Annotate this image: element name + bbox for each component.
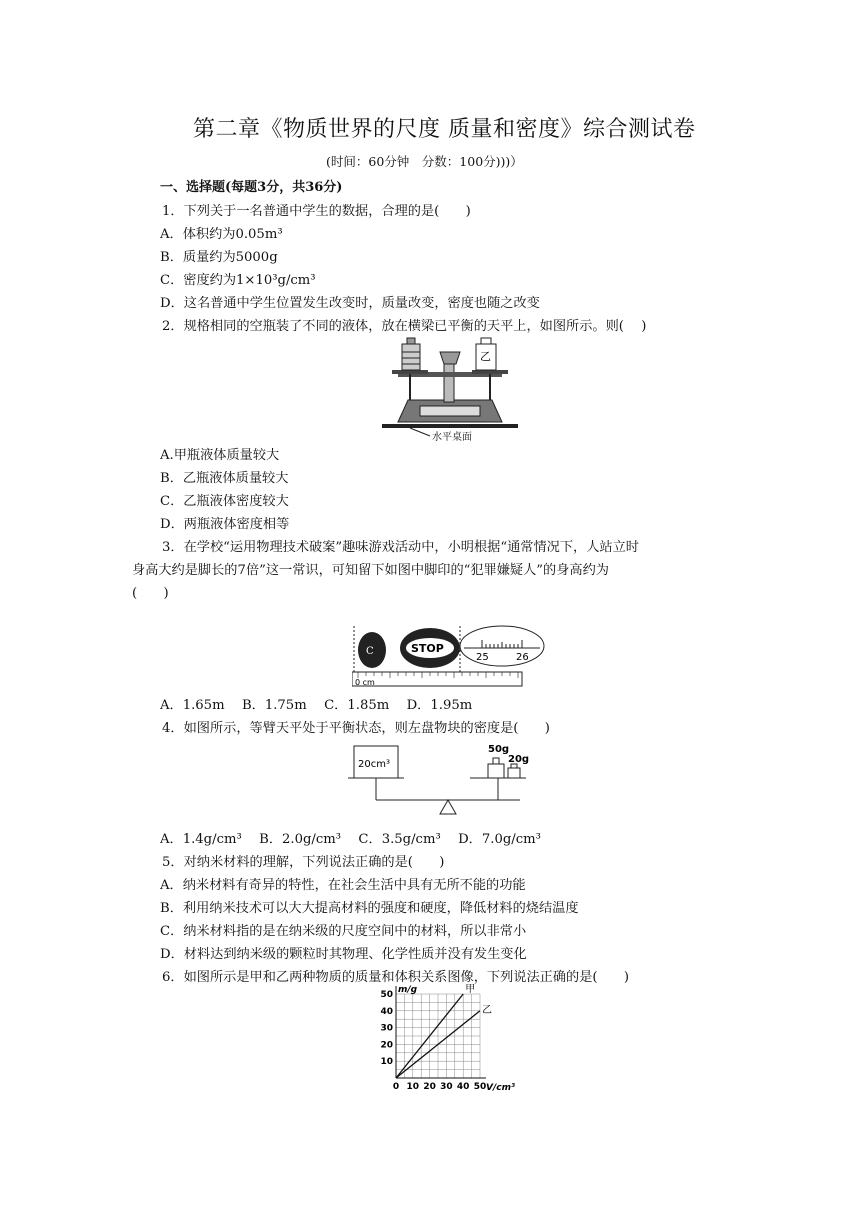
- q2-stem: 2．规格相同的空瓶装了不同的液体，放在横梁已平衡的天平上，如图所示。则( ): [162, 319, 647, 334]
- q4-options: A．1.4g/cm³ B．2.0g/cm³ C．3.5g/cm³ D．7.0g/cm³: [160, 832, 541, 847]
- q3-options: A．1.65m B．1.75m C．1.85m D．1.95m: [160, 698, 473, 713]
- q2-option-c: C．乙瓶液体密度较大: [160, 494, 289, 509]
- x-tick-label: 0: [392, 1082, 400, 1092]
- y-axis-label: m/g: [398, 985, 418, 995]
- tick-26: 26: [516, 652, 529, 663]
- q2-option-a: A.甲瓶液体质量较大: [160, 448, 280, 463]
- q1-option-d: D．这名普通中学生位置发生改变时，质量改变，密度也随之改变: [160, 296, 540, 311]
- series-label: 乙: [482, 1004, 492, 1016]
- tick-25: 25: [476, 652, 489, 663]
- q3-stem-line3: ( ): [132, 586, 169, 601]
- footprint-figure: [352, 624, 552, 690]
- table-caption: 水平桌面: [432, 432, 472, 443]
- weight-50g: 50g: [488, 744, 510, 755]
- q5-stem: 5．对纳米材料的理解，下列说法正确的是( ): [162, 855, 445, 870]
- exam-info: (时间：60分钟 分数：100分)))）: [326, 154, 523, 169]
- x-tick-label: 20: [423, 1082, 436, 1092]
- q1-option-c: C．密度约为1×10³g/cm³: [160, 273, 316, 288]
- q3-stem-line2: 身高大约是脚长的7倍”这一常识，可知留下如图中脚印的“犯罪嫌疑人”的身高约为: [132, 563, 609, 578]
- block-volume: 20cm³: [358, 759, 390, 770]
- x-tick-label: 50: [473, 1082, 487, 1092]
- q5-option-a: A．纳米材料有奇异的特性，在社会生活中具有无所不能的功能: [160, 878, 526, 893]
- equal-arm-balance-figure: [348, 738, 548, 818]
- page-title: 第二章《物质世界的尺度 质量和密度》综合测试卷: [193, 117, 696, 142]
- y-tick-label: 30: [380, 1023, 393, 1034]
- y-tick-label: 40: [380, 1006, 393, 1017]
- stop-text: STOP: [411, 642, 444, 655]
- q6-stem: 6．如图所示是甲和乙两种物质的质量和体积关系图像，下列说法正确的是( ): [162, 970, 630, 985]
- balance-figure: [380, 336, 520, 444]
- x-tick-label: 30: [440, 1082, 453, 1092]
- q3-stem-line1: 3．在学校“运用物理技术破案”趣味游戏活动中，小明根据“通常情况下，人站立时: [162, 540, 639, 555]
- y-tick-label: 50: [380, 990, 393, 1000]
- bottle-label: 乙: [480, 350, 491, 363]
- y-tick-label: 10: [380, 1057, 393, 1068]
- svg-text:C: C: [366, 646, 374, 657]
- q1-stem: 1．下列关于一名普通中学生的数据，合理的是( ): [162, 204, 471, 219]
- q2-option-d: D．两瓶液体密度相等: [160, 517, 290, 532]
- q2-option-b: B．乙瓶液体质量较大: [160, 471, 289, 486]
- section-heading: 一、选择题(每题3分，共36分): [160, 180, 343, 195]
- ruler-zero: 0 cm: [355, 678, 375, 687]
- mass-volume-chart: [366, 984, 526, 1096]
- weight-20g: 20g: [508, 754, 530, 765]
- series-label: 甲: [465, 984, 476, 995]
- x-axis-label: V/cm³: [486, 1083, 515, 1093]
- q5-option-c: C．纳米材料指的是在纳米级的尺度空间中的材料，所以非常小: [160, 924, 527, 939]
- q1-option-a: A．体积约为0.05m³: [160, 227, 283, 242]
- q1-option-b: B．质量约为5000g: [160, 250, 278, 265]
- q5-option-d: D．材料达到纳米级的颗粒时其物理、化学性质并没有发生变化: [160, 947, 527, 962]
- q4-stem: 4．如图所示，等臂天平处于平衡状态，则左盘物块的密度是( ): [162, 721, 550, 736]
- q5-option-b: B．利用纳米技术可以大大提高材料的强度和硬度，降低材料的烧结温度: [160, 901, 579, 916]
- y-tick-label: 20: [380, 1040, 393, 1051]
- x-tick-label: 40: [456, 1082, 470, 1092]
- x-tick-label: 10: [406, 1082, 420, 1092]
